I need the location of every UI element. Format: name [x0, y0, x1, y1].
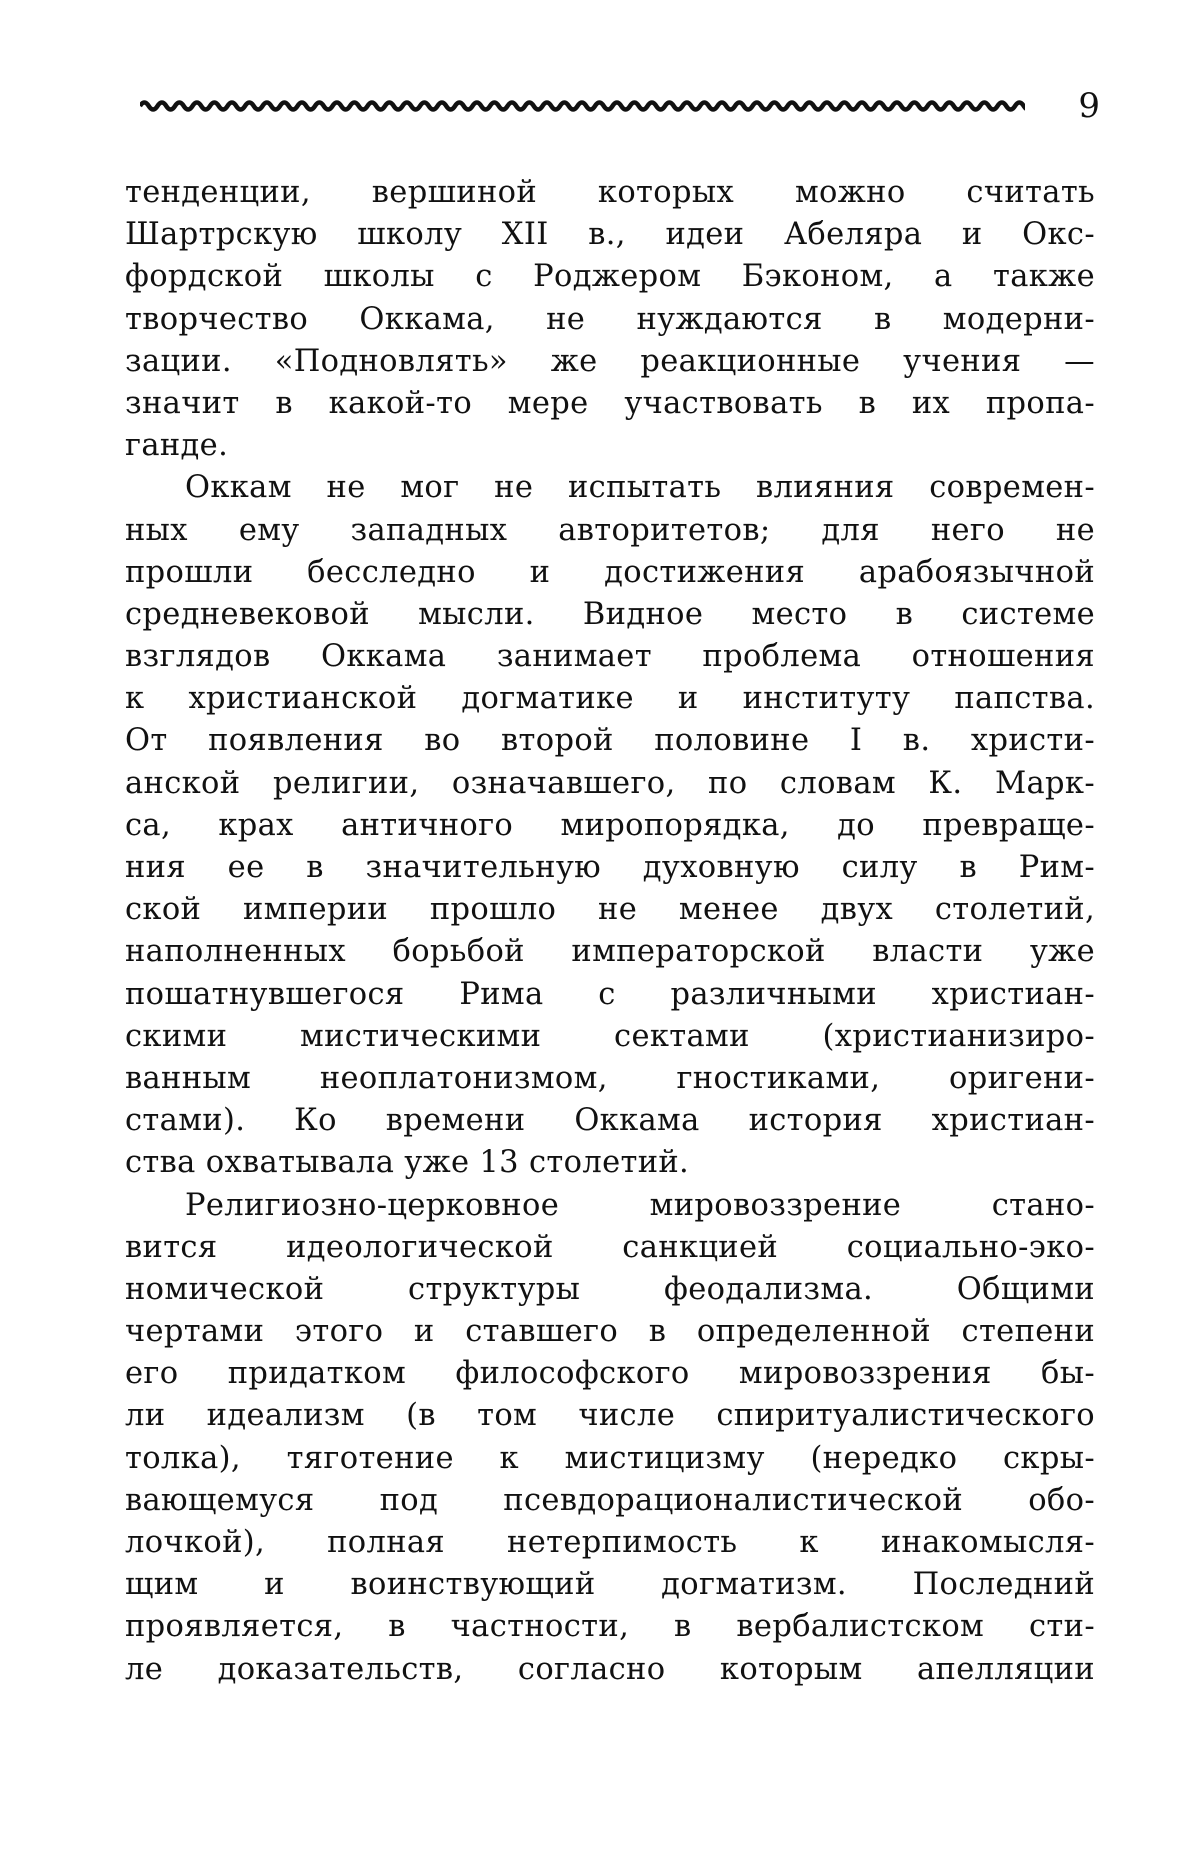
text-line: номической структуры феодализма. Общими [125, 1271, 1095, 1307]
text-line: ства охватывала уже 13 столетий. [125, 1145, 690, 1181]
text-line: чертами этого и ставшего в определенной степени [125, 1314, 1095, 1350]
text-line: ных ему западных авторитетов; для него не [125, 512, 1095, 548]
text-line: лочкой), полная нетерпимость к инакомысля- [125, 1525, 1095, 1560]
text-line: са, крах античного миропорядка, до превраще- [125, 807, 1095, 843]
text-line: наполненных борьбой императорской власти уже [125, 934, 1095, 970]
text-line: ганде. [125, 428, 229, 464]
text-line: вится идеологической санкцией социально-эко- [125, 1229, 1095, 1265]
text-line: Религиозно-церковное мировоззрение стано- [185, 1187, 1095, 1223]
text-line: Оккам не мог не испытать влияния современ- [185, 470, 1095, 506]
text-line: взглядов Оккама занимает проблема отношения [125, 639, 1095, 675]
text-line: к христианской догматике и институту папства. [125, 681, 1095, 717]
text-line: ванным неоплатонизмом, гностиками, оригени- [125, 1060, 1095, 1096]
text-line: скими мистическими сектами (христианизиро- [125, 1018, 1095, 1054]
text-line: вающемуся под псевдорационалистической обо- [125, 1482, 1095, 1518]
paragraph-1 [125, 172, 1095, 467]
text-line: его придатком философского мировоззрения бы- [125, 1356, 1095, 1392]
page-number: 9 [1078, 86, 1100, 126]
text-line: фордской школы с Роджером Бэконом, а также [125, 259, 1095, 295]
text-line: значит в какой-то мере участвовать в их пропа- [125, 385, 1095, 421]
text-line: творчество Оккама, не нуждаются в модерни- [125, 301, 1095, 337]
text-line: тенденции, вершиной которых можно считать [125, 175, 1095, 210]
text-line: ле доказательств, согласно которым апелляции [125, 1651, 1095, 1687]
text-line: средневековой мысли. Видное место в системе [125, 596, 1095, 632]
text-line: ли идеализм (в том числе спиритуалистического [125, 1398, 1095, 1434]
page-header [140, 86, 1100, 126]
body-text [125, 172, 1095, 1691]
text-line: толка), тяготение к мистицизму (нередко скры- [125, 1440, 1095, 1476]
text-line: прошли бесследно и достижения арабоязычной [125, 554, 1095, 590]
text-line: От появления во второй половине I в. христи- [125, 723, 1095, 759]
text-line: зации. «Подновлять» же реакционные учения — [125, 343, 1095, 379]
text-line: ния ее в значительную духовную силу в Рим- [125, 850, 1095, 885]
text-line: ской империи прошло не менее двух столетий, [125, 892, 1095, 928]
text-line: проявляется, в частности, в вербалистском сти- [125, 1609, 1095, 1645]
paragraph-3 [125, 1185, 1095, 1691]
decorative-wavy-rule [140, 94, 1025, 118]
text-line: щим и воинствующий догматизм. Последний [125, 1567, 1095, 1603]
text-line: Шартрскую школу XII в., идеи Абеляра и Окс- [125, 217, 1095, 253]
paragraph-2 [125, 467, 1095, 1184]
text-line: стами). Ко времени Оккама история христиан- [125, 1103, 1095, 1139]
text-line: анской религии, означавшего, по словам К. Марк- [125, 765, 1095, 801]
text-line: пошатнувшегося Рима с различными христиан- [125, 976, 1095, 1012]
